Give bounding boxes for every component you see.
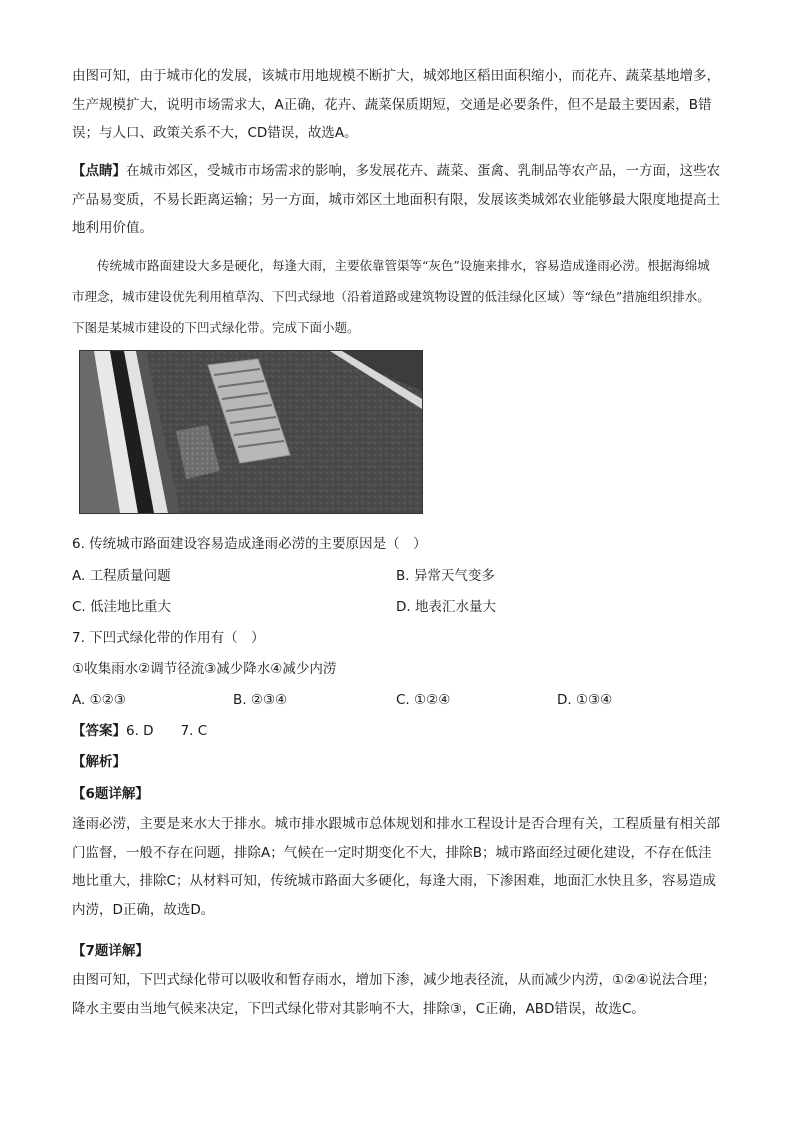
answer-label: 【答案】 <box>72 723 126 739</box>
tip-text: 在城市郊区，受城市市场需求的影响，多发展花卉、蔬菜、蛋禽、乳制品等农产品，一方面，这些农产品易变质，不易长距离运输；另一方面，城市郊区土地面积有限，发展该类城郊农业能够最大限度地提高土地利用价值。 <box>72 163 720 236</box>
q7-option-b: B. ②③④ <box>233 692 288 708</box>
detail-6-label: 【6题详解】 <box>72 786 149 802</box>
question-7-stem: 7. 下凹式绿化带的作用有（ ） <box>72 630 265 646</box>
tip-label: 【点睛】 <box>72 163 126 179</box>
tip-paragraph <box>72 157 720 243</box>
greenbelt-photo-illustration <box>80 351 422 513</box>
question-6-stem: 6. 传统城市路面建设容易造成逢雨必涝的主要原因是（ ） <box>72 536 427 552</box>
answer-text: 6. D 7. C <box>126 723 208 739</box>
q6-option-b: B. 异常天气变多 <box>396 568 495 584</box>
q7-option-c: C. ①②④ <box>396 692 451 708</box>
material-passage: 传统城市路面建设大多是硬化，每逢大雨，主要依靠管渠等“灰色”设施来排水，容易造成逢雨必涝。根据海绵城市理念，城市建设优先利用植草沟、下凹式绿地（沿着道路或建筑物设置的低洼绿化区域）等“绿色”措施组织排水。下图是某城市建设的下凹式绿化带。完成下面小题。 <box>72 258 710 335</box>
sunken-greenbelt-photo <box>79 350 423 514</box>
intro-explanation: 由图可知，由于城市化的发展，该城市用地规模不断扩大，城郊地区稻田面积缩小，而花卉、蔬菜基地增多，生产规模扩大，说明市场需求大，A正确，花卉、蔬菜保质期短，交通是必要条件，但不是最主要因素，B错误；与人口、政策关系不大，CD错误，故选A。 <box>72 68 720 141</box>
analysis-label: 【解析】 <box>72 754 126 770</box>
q6-option-c: C. 低洼地比重大 <box>72 599 172 615</box>
q7-option-d: D. ①③④ <box>557 692 613 708</box>
question-7-items: ①收集雨水②调节径流③减少降水④减少内涝 <box>72 661 337 677</box>
detail-7-text: 由图可知，下凹式绿化带可以吸收和暂存雨水，增加下渗，减少地表径流，从而减少内涝，①②④说法合理；降水主要由当地气候来决定，下凹式绿化带对其影响不大，排除③，C正确，ABD错误，故选C。 <box>72 972 716 1017</box>
q6-option-a: A. 工程质量问题 <box>72 568 171 584</box>
detail-6-text: 逢雨必涝，主要是来水大于排水。城市排水跟城市总体规划和排水工程设计是否合理有关，工程质量有相关部门监督，一般不存在问题，排除A；气候在一定时期变化不大，排除B；城市路面经过硬化建设，不存在低洼地比重大，排除C；从材料可知，传统城市路面大多硬化，每逢大雨，下渗困难，地面汇水快且多，容易造成内涝，D正确，故选D。 <box>72 816 720 918</box>
detail-7-label: 【7题详解】 <box>72 943 149 959</box>
answer-line <box>72 721 207 741</box>
q6-option-d: D. 地表汇水量大 <box>396 599 496 615</box>
q7-option-a: A. ①②③ <box>72 692 126 708</box>
